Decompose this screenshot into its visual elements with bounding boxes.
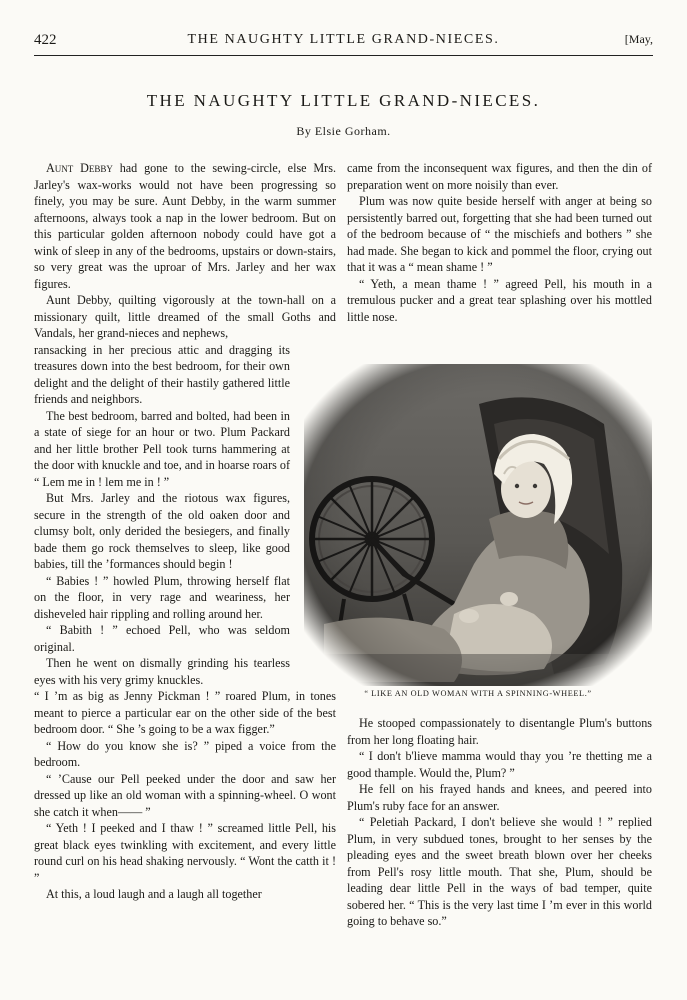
paragraph: “ Yeth, a mean thame ! ” agreed Pell, his mouth in a tremulous pucker and a great tear splashing over his mottled little nose. xyxy=(347,276,652,324)
drop-lead: Aunt Debby xyxy=(46,161,113,175)
page-number: 422 xyxy=(34,32,57,48)
running-title: THE NAUGHTY LITTLE GRAND-NIECES. xyxy=(187,32,500,47)
paragraph: “ I ’m as big as Jenny Pickman ! ” roared Plum, in tones meant to pierce a particular ear on the other side of the best bedroom door. “ She ’s going to be a wax figger.” xyxy=(34,689,336,736)
paragraph: “ I don't b'lieve mamma would thay you ’re thetting me a good thample. Would the, Plum? ” xyxy=(347,749,652,780)
paragraph: He fell on his frayed hands and knees, and peered into Plum's ruby face for an answer. xyxy=(347,782,652,813)
illustration-caption: “ LIKE AN OLD WOMAN WITH A SPINNING-WHEEL.” xyxy=(364,689,592,698)
paragraph: Plum was now quite beside herself with anger at being so persistently barred out, forgetting that she had been turned out of the bedroom because of “ the mischiefs and bothers ” she had made. She began to kick and pommel the floor, crying out that it was a “ mean shame ! ” xyxy=(347,194,652,274)
paragraph: But Mrs. Jarley and the riotous wax figures, secure in the strength of the old oaken door and clumsy bolt, only derided the besiegers, and finally bade them go rock themselves to sleep, like good babies, till the ’formances should begin ! xyxy=(34,491,290,571)
article-byline: By Elsie Gorham. xyxy=(296,124,391,138)
paragraph: Aunt Debby had gone to the sewing-circle, else Mrs. Jarley's wax-works would not have been progressing so finely, you may be sure. Aunt Debby, in the warm summer afternoons, always took a nap in the lower bedroom. But on this particular golden afternoon nobody could have got a wink of sleep in any of the bedrooms, upstairs or down-stairs, so very great was the uproar of Mrs. Jarley and her wax figures. xyxy=(34,161,336,291)
paragraph: “ Yeth ! I peeked and I thaw ! ” screamed little Pell, his great black eyes twinkling with excitement, and every little round curl on his head shaking nervously. “ Wont the catth it ! ” xyxy=(34,821,336,885)
paragraph: At this, a loud laugh and a laugh all together xyxy=(46,887,262,901)
paragraph: He stooped compassionately to disentangle Plum's buttons from her long floating hair. xyxy=(347,716,652,747)
illustration-spinning-wheel xyxy=(304,364,652,686)
paragraph: The best bedroom, barred and bolted, had been in a state of siege for an hour or two. Plum Packard and her little brother Pell took turns hammering at the door with knuckle and toe, and in hoarse roars of “ Lem me in ! lem me in ! ” xyxy=(34,408,290,489)
header-rule xyxy=(34,55,653,56)
paragraph: Then he went on dismally grinding his tearless eyes with his very grimy knuckles. xyxy=(34,656,290,687)
running-month: [May, xyxy=(624,32,653,46)
narrow-text-block xyxy=(34,342,290,689)
paragraph: “ Peletiah Packard, I don't believe she would ! ” replied Plum, in very subdued tones, brought to her senses by the pleading eyes and the sweet breath blown over her cheeks from Pell's rosy little mouth. That she, Plum, should be leading dear little Pell in the ways of bad temper, quite sobered her. “ This is the very last time I ’m ever in this world going to behave so.” xyxy=(347,815,652,928)
article-title: THE NAUGHTY LITTLE GRAND-NIECES. xyxy=(146,91,541,110)
running-head xyxy=(34,28,653,52)
paragraph: ransacking in her precious attic and dragging its treasures down into the best bedroom, for their own delight and the delight of their hastily gathered little friends and neighbors. xyxy=(34,342,290,406)
right-column-top xyxy=(347,160,652,325)
paragraph: came from the inconsequent wax figures, and then the din of preparation went on more noisily than ever. xyxy=(347,161,652,192)
paragraph: “ ’Cause our Pell peeked under the door and saw her dressed up like an old woman with a spinning-wheel. O wont she catch it when—— ” xyxy=(34,771,336,819)
paragraph: Aunt Debby, quilting vigorously at the town-hall on a missionary quilt, little dreamed of the small Goths and Vandals, her grand-nieces and nephews, xyxy=(34,293,336,340)
engraving-image xyxy=(304,364,652,686)
paragraph: “ How do you know she is? ” piped a voice from the bedroom. xyxy=(34,738,336,769)
paragraph: “ Babies ! ” howled Plum, throwing herself flat on the floor, in very rage and weariness, her disheveled hair rippling and rolling around her. xyxy=(34,573,290,621)
right-column-bottom xyxy=(347,715,652,930)
left-column xyxy=(34,160,336,903)
paragraph: “ Babith ! ” echoed Pell, who was seldom original. xyxy=(34,623,290,654)
